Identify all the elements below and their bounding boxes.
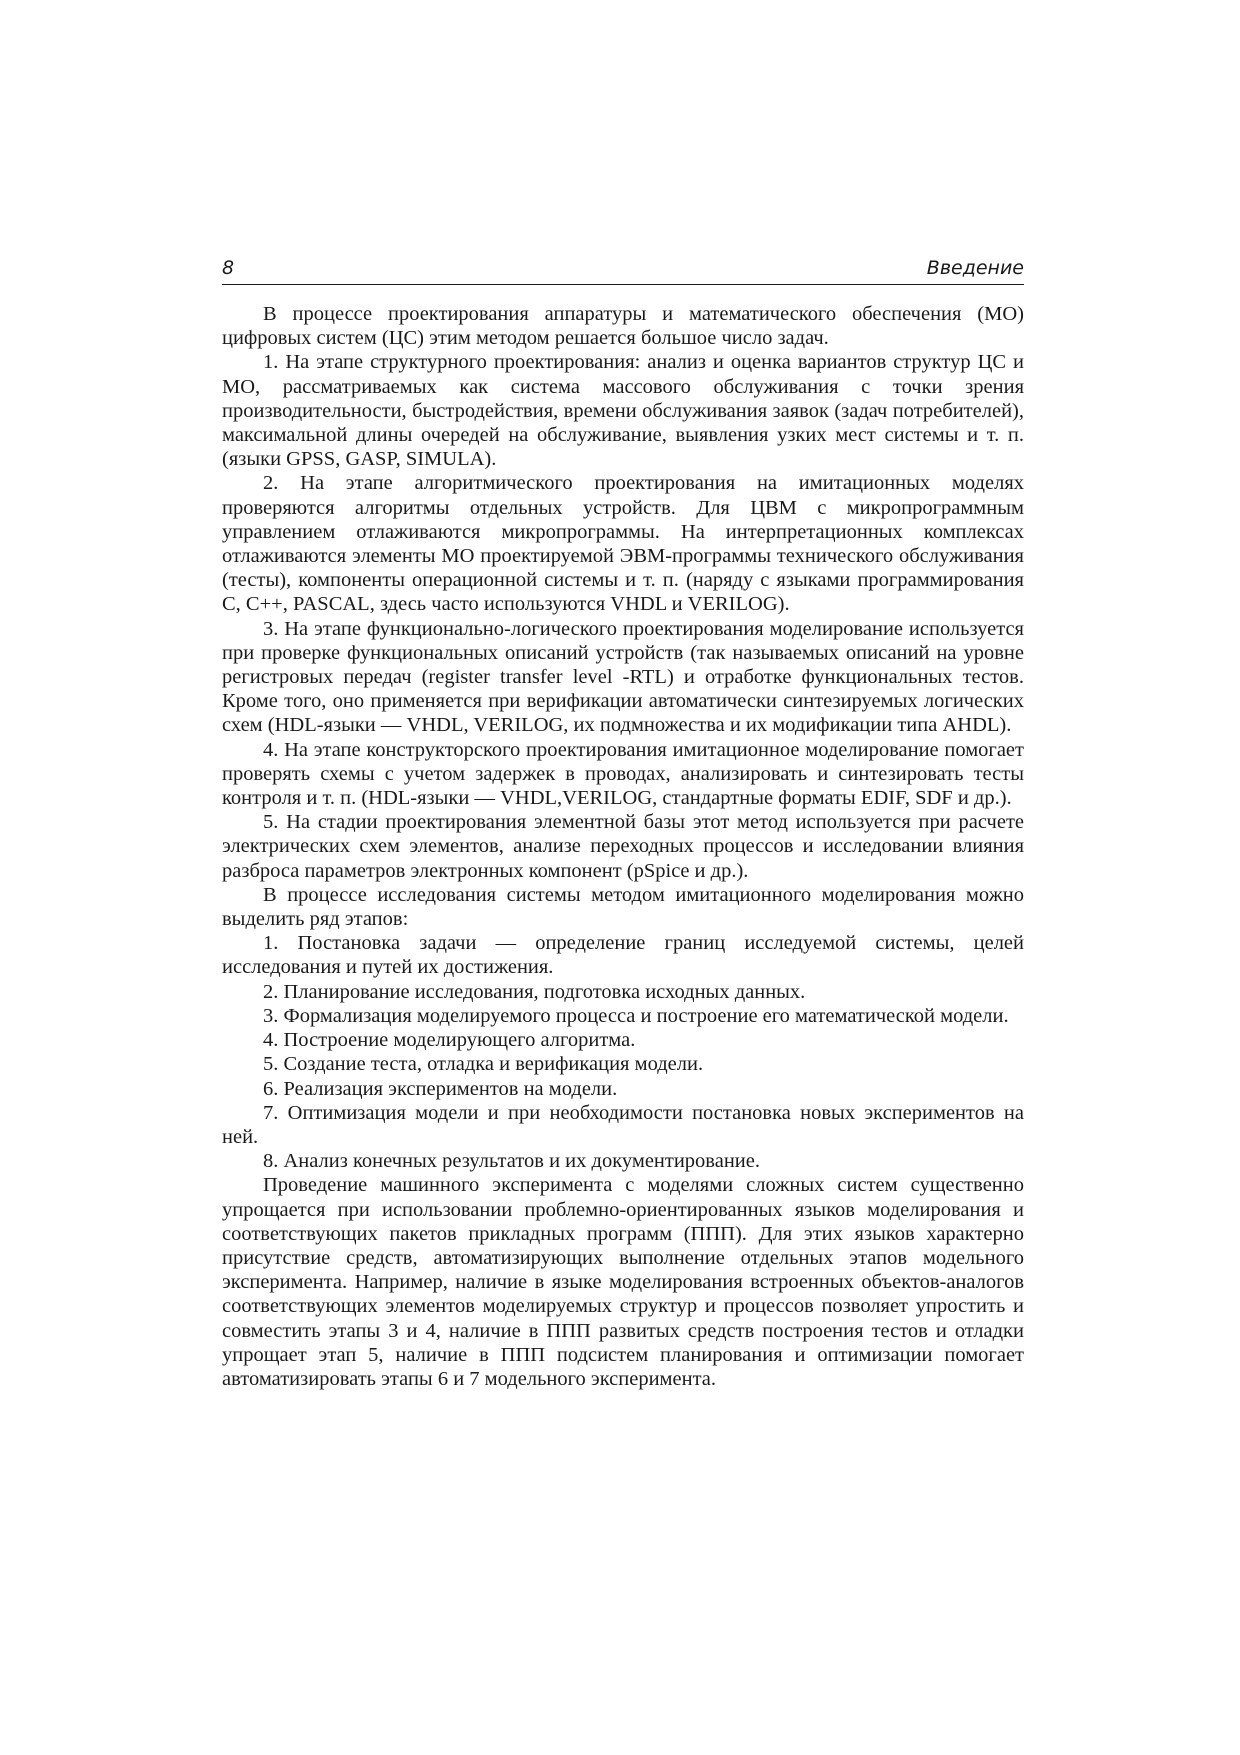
- stage-item-8: 8. Анализ конечных результатов и их документирование.: [263, 1150, 760, 1173]
- stage-item-4: 4. Построение моделирующего алгоритма.: [263, 1029, 636, 1052]
- stage-item-1: 1. Постановка задачи — определение границ исследуемой системы, целей исследования и путей их достижения.: [222, 932, 1024, 979]
- running-head: [222, 254, 1024, 285]
- paragraph-item-4: 4. На этапе конструкторского проектирования имитационное моделирование помогает проверять схемы с учетом задержек в проводах, анализировать и синтезировать тесты контроля и т. п. (HDL-языки — VHDL,VERILOG, стандартные форматы EDIF, SDF и др.).: [222, 738, 1024, 810]
- body-text: [222, 302, 1024, 1391]
- section-title: Введение: [926, 257, 1024, 279]
- stage-item-3: 3. Формализация моделируемого процесса и построение его математической модели.: [263, 1004, 1009, 1027]
- stage-item-7: 7. Оптимизация модели и при необходимости постановка новых экспериментов на ней.: [222, 1101, 1024, 1148]
- stage-item-6: 6. Реализация экспериментов на модели.: [263, 1077, 618, 1100]
- paragraph-intro: В процессе проектирования аппаратуры и математического обеспечения (МО) цифровых систем (ЦС) этим методом решается большое число задач.: [222, 303, 1024, 350]
- paragraph-item-1: 1. На этапе структурного проектирования: анализ и оценка вариантов структур ЦС и МО, рассматриваемых как система массового обслуживания с точки зрения производительности, быстродействия, времени обслуживания заявок (задач потребителей), максимальной длины очередей на обслуживание, выявления узких мест системы и т. п. (языки GPSS, GASP, SIMULA).: [222, 351, 1024, 471]
- paragraph-item-5: 5. На стадии проектирования элементной базы этот метод используется при расчете электрических схем элементов, анализе переходных процессов и исследовании влияния разброса параметров электронных компонент (pSpice и др.).: [222, 811, 1024, 882]
- paragraph-stages-intro: В процессе исследования системы методом имитационного моделирования можно выделить ряд этапов:: [222, 883, 1024, 931]
- paragraph-item-3: 3. На этапе функционально-логического проектирования моделирование используется при проверке функциональных описаний устройств (так называемых описаний на уровне регистровых передач (register transfer level -RTL) и отработке функциональных тестов. Кроме того, оно применяется при верификации автоматически синтезируемых логических схем (HDL-языки — VHDL, VERILOG, их подмножества и их модификации типа AHDL).: [222, 617, 1024, 737]
- book-page: [222, 0, 1024, 1755]
- stage-item-2: 2. Планирование исследования, подготовка исходных данных.: [263, 980, 806, 1003]
- paragraph-conclusion: Проведение машинного эксперимента с моделями сложных систем существенно упрощается при использовании проблемно-ориентированных языков моделирования и соответствующих пакетов прикладных программ (ППП). Для этих языков характерно присутствие средств, автоматизирующих выполнение отдельных этапов модельного эксперимента. Например, наличие в языке моделирования встроенных объектов-аналогов соответствующих элементов моделируемых структур и процессов позволяет упростить и совместить этапы 3 и 4, наличие в ППП развитых средств построения тестов и отладки упрощает этап 5, наличие в ППП подсистем планирования и оптимизации помогает автоматизировать этапы 6 и 7 модельного эксперимента.: [222, 1174, 1024, 1390]
- stage-item-5: 5. Создание теста, отладка и верификация модели.: [263, 1053, 704, 1076]
- page-number: 8: [222, 257, 235, 279]
- paragraph-item-2: 2. На этапе алгоритмического проектирования на имитационных моделях проверяются алгоритмы отдельных устройств. Для ЦВМ с микропрограммным управлением отлаживаются микропрограммы. На интерпретационных комплексах отлаживаются элементы МО проектируемой ЭВМ-программы технического обслуживания (тесты), компоненты операционной системы и т. п. (наряду с языками программирования С, С++, PASCAL, здесь часто используются VHDL и VERILOG).: [222, 472, 1024, 616]
